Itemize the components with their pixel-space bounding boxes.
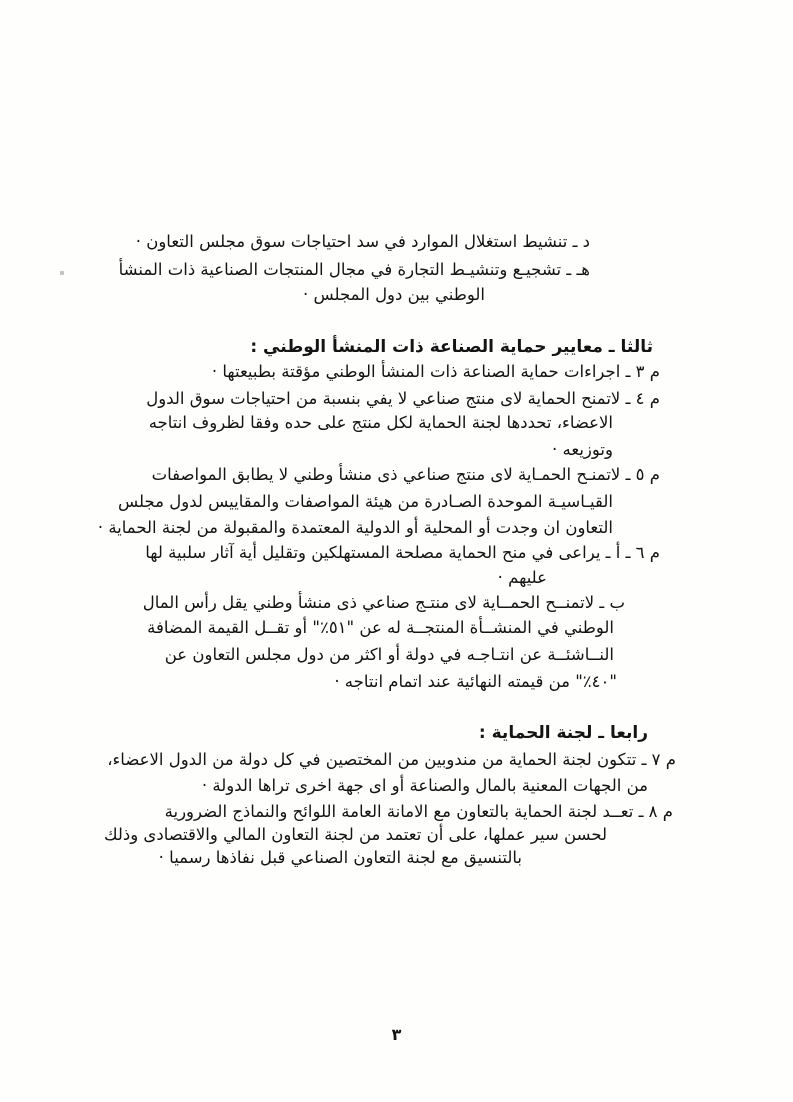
article-8-line2: لحسن سير عملها، على أن تعتمد من لجنة التعاون المالي والاقتصادى وذلك [103, 825, 607, 844]
article-4-line3: وتوزيعه · [552, 440, 613, 459]
article-4-line1: م ٤ ـ لاتمنح الحماية لاى منتج صناعي لا يفي بنسبة من احتياجات سوق الدول [146, 389, 660, 408]
section-fourth-heading: رابعا ـ لجنة الحماية : [478, 723, 648, 743]
article-5-line2: القيـاسيـة الموحدة الصـادرة من هيئة المواصفات والمقاييس لدول مجلس [118, 492, 613, 511]
intro-item-d-line1: د ـ تنشيط استغلال الموارد في سد احتياجات سوق مجلس التعاون · [135, 232, 590, 251]
article-8-line1: م ٨ ـ تعــد لجنة الحماية بالتعاون مع الامانة العامة اللوائح والنماذج الضرورية [164, 802, 673, 821]
article-5-line1: م ٥ ـ لاتمنـح الحمـاية لاى منتج صناعي ذى منشأ وطني لا يطابق المواصفات [151, 465, 660, 484]
article-6-sub-b-line4: "٤٠٪" من قيمته النهائية عند اتمام انتاجه · [334, 672, 617, 691]
article-7-line1: م ٧ ـ تتكون لجنة الحماية من مندوبين من المختصين في كل دولة من الدول الاعضاء، [107, 750, 676, 769]
section-third-heading: ثالثا ـ معايير حماية الصناعة ذات المنشأ الوطني : [250, 337, 653, 357]
article-6-sub-b-line3: النــاشئــة عن انتـاجـه في دولة أو اكثر من دول مجلس التعاون عن [164, 645, 614, 664]
intro-item-h-line2: الوطني بين دول المجلس · [303, 285, 485, 304]
article-7-line2: من الجهات المعنية بالمال والصناعة أو اى جهة اخرى تراها الدولة · [201, 776, 648, 795]
article-6-sub-b-line2: الوطني في المنشــأة المنتجــة له عن "٥١٪" أو تقــل القيمة المضافة [147, 618, 614, 637]
article-3-line1: م ٣ ـ اجراءات حماية الصناعة ذات المنشأ الوطني مؤقتة بطبيعتها · [211, 362, 660, 381]
article-6-sub-b-line1: ب ـ لاتمنــح الحمــاية لاى منتـج صناعي ذى منشأ وطني يقل رأس المال [142, 593, 625, 612]
article-4-line2: الاعضاء، تحددها لجنة الحماية لكل منتج على حده وفقا لظروف انتاجه [148, 413, 613, 432]
scan-artifact-dot [60, 271, 64, 275]
article-8-line3: بالتنسيق مع لجنة التعاون الصناعي قبل نفاذها رسميا · [158, 848, 522, 867]
page-number: ٣ [391, 1025, 402, 1044]
intro-item-h-line1: هـ ـ تشجيـع وتنشيـط التجارة في مجال المنتجات الصناعية ذات المنشأ [118, 260, 590, 279]
article-6-line2: عليهم · [497, 568, 547, 587]
article-6-line1: م ٦ ـ أ ـ يراعى في منح الحماية مصلحة المستهلكين وتقليل أية آثار سلبية لها [145, 543, 660, 562]
article-5-line3: التعاون ان وجدت أو المحلية أو الدولية المعتمدة والمقبولة من لجنة الحماية · [97, 518, 613, 537]
